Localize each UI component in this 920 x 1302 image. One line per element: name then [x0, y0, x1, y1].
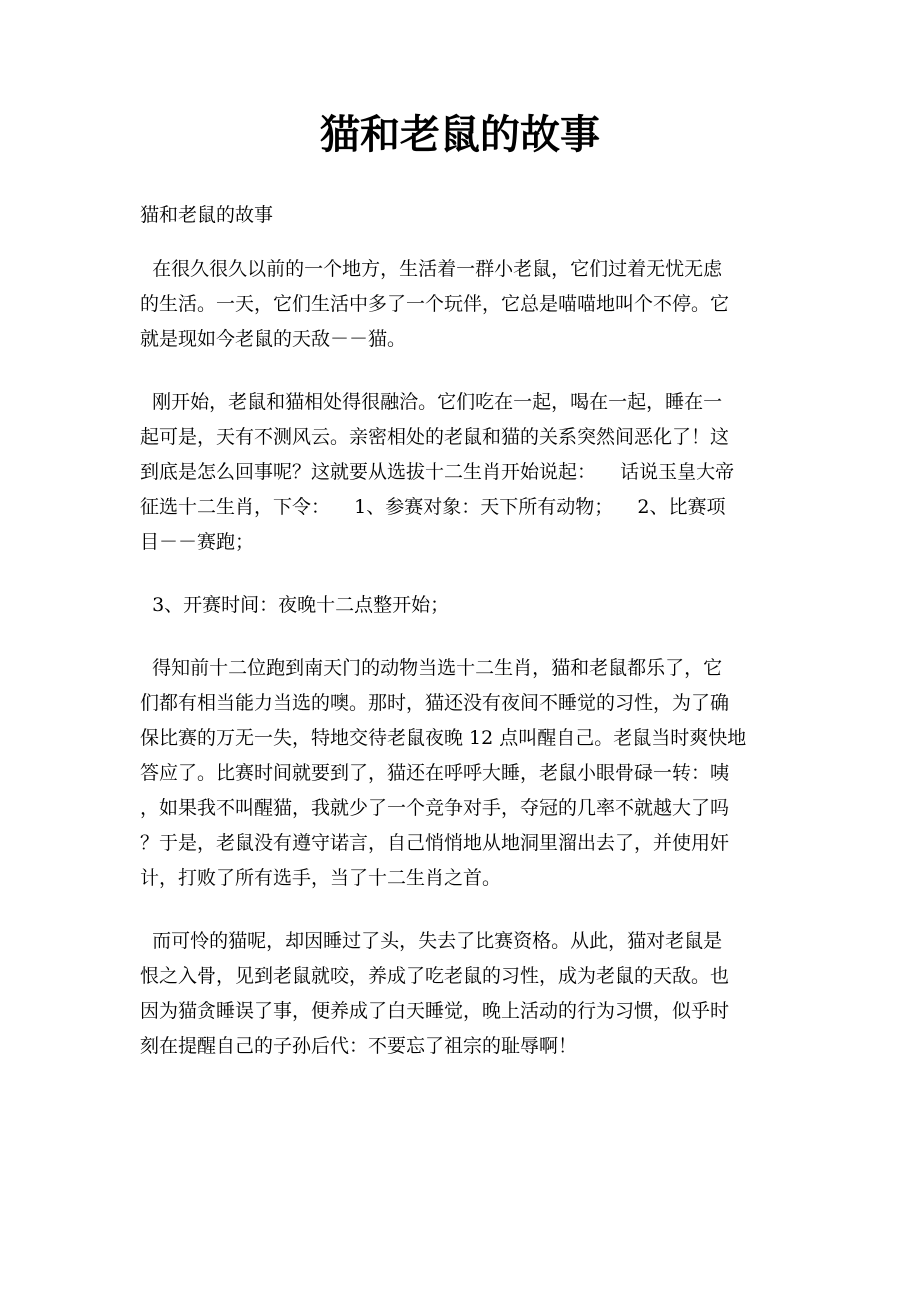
paragraph-line: 就是现如今老鼠的天敌－－猫。 — [140, 328, 407, 350]
paragraph — [140, 651, 790, 896]
paragraph-line: 而可怜的猫呢，却因睡过了头，失去了比赛资格。从此，猫对老鼠是 — [140, 930, 723, 952]
paragraph-line: 刚开始，老鼠和猫相处得很融洽。它们吃在一起，喝在一起，睡在一 — [140, 391, 723, 413]
paragraph-line: 目－－赛跑； — [140, 531, 255, 553]
paragraph-line: 们都有相当能力当选的噢。那时，猫还没有夜间不睡觉的习性，为了确 — [140, 692, 730, 714]
paragraph-line: ，如果我不叫醒猫，我就少了一个竞争对手，夺冠的几率不就越大了吗 — [140, 797, 730, 819]
paragraph-line: 的生活。一天，它们生活中多了一个玩伴，它总是喵喵地叫个不停。它 — [140, 293, 730, 315]
paragraph — [140, 252, 790, 357]
document-title: 猫和老鼠的故事 — [320, 111, 600, 158]
paragraph-line: 得知前十二位跑到南天门的动物当选十二生肖，猫和老鼠都乐了，它 — [140, 657, 723, 679]
paragraph-line: 计，打败了所有选手，当了十二生肖之首。 — [140, 867, 502, 889]
paragraph-line: 征选十二生肖，下令： 1、参赛对象：天下所有动物； 2、比赛项 — [140, 496, 726, 518]
paragraph-line: 因为猫贪睡误了事，便养成了白天睡觉，晚上活动的行为习惯，似乎时 — [140, 1000, 730, 1022]
paragraph-line: 到底是怎么回事呢？这就要从选拔十二生肖开始说起： 话说玉皇大帝 — [140, 461, 735, 483]
document-subtitle: 猫和老鼠的故事 — [140, 204, 274, 226]
paragraph-line: 起可是，天有不测风云。亲密相处的老鼠和猫的关系突然间恶化了！这 — [140, 426, 730, 448]
paragraph — [140, 588, 790, 623]
paragraph-line: 保比赛的万无一失，特地交待老鼠夜晚 12 点叫醒自己。老鼠当时爽快地 — [140, 727, 747, 749]
paragraph — [140, 385, 790, 560]
paragraph-line: ？于是，老鼠没有遵守诺言，自己悄悄地从地洞里溜出去了，并使用奸 — [140, 832, 730, 854]
paragraph-line: 3、开赛时间：夜晚十二点整开始； — [140, 594, 450, 616]
paragraph — [140, 924, 790, 1064]
paragraph-line: 恨之入骨，见到老鼠就咬，养成了吃老鼠的习性，成为老鼠的天敌。也 — [140, 965, 730, 987]
paragraph-line: 答应了。比赛时间就要到了，猫还在呼呼大睡，老鼠小眼骨碌一转：咦 — [140, 762, 730, 784]
paragraph-line: 在很久很久以前的一个地方，生活着一群小老鼠，它们过着无忧无虑 — [140, 258, 723, 280]
document-body — [140, 252, 790, 1092]
paragraph-line: 刻在提醒自己的子孙后代：不要忘了祖宗的耻辱啊！ — [140, 1035, 578, 1057]
